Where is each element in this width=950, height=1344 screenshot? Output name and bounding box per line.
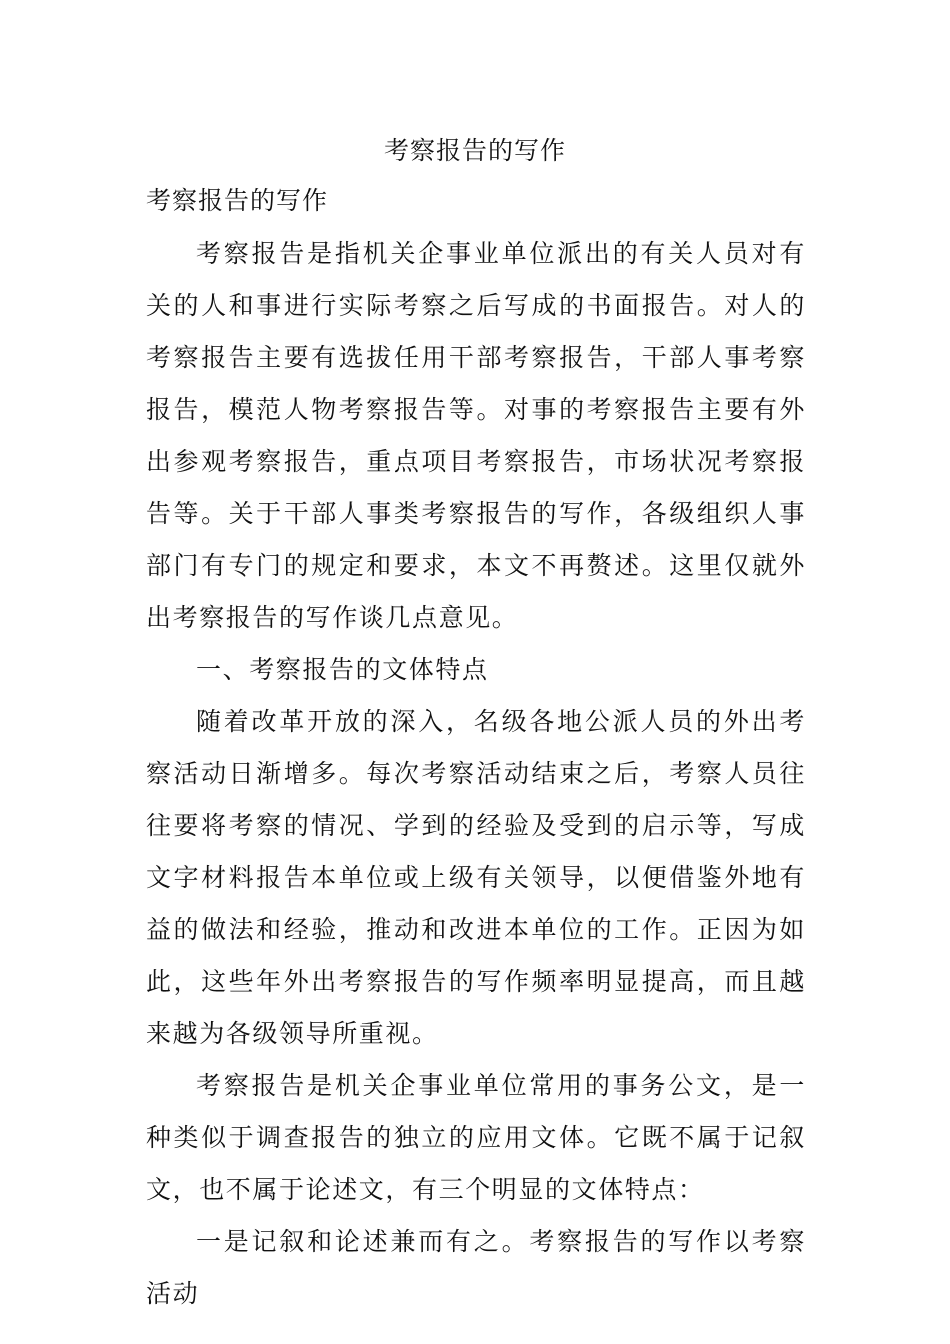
document-subtitle: 考察报告的写作 (146, 186, 329, 215)
section-heading-1: 一、考察报告的文体特点 (196, 655, 489, 684)
paragraph-feature-1: 一是记叙和论述兼而有之。考察报告的写作以考察活动 (146, 1227, 806, 1308)
document-title: 考察报告的写作 (383, 136, 566, 165)
paragraph-background: 随着改革开放的深入，名级各地公派人员的外出考察活动日渐增多。每次考察活动结束之后，考察人员往往要将考察的情况、学到的经验及受到的启示等，写成文字材料报告本单位或上级有关领导，以便借鉴外地有益的做法和经验，推动和改进本单位的工作。正因为如此，这些年外出考察报告的写作频率明显提高，而且越来越为各级领导所重视。 (146, 707, 806, 1048)
paragraph-intro: 考察报告是指机关企事业单位派出的有关人员对有关的人和事进行实际考察之后写成的书面报告。对人的考察报告主要有选拔任用干部考察报告，干部人事考察报告，模范人物考察报告等。对事的考察报告主要有外出参观考察报告，重点项目考察报告，市场状况考察报告等。关于干部人事类考察报告的写作，各级组织人事部门有专门的规定和要求，本文不再赘述。这里仅就外出考察报告的写作谈几点意见。 (146, 239, 806, 632)
paragraph-definition: 考察报告是机关企事业单位常用的事务公文，是一种类似于调查报告的独立的应用文体。它既不属于记叙文，也不属于论述文，有三个明显的文体特点： (146, 1071, 806, 1204)
document-body (146, 228, 806, 1320)
